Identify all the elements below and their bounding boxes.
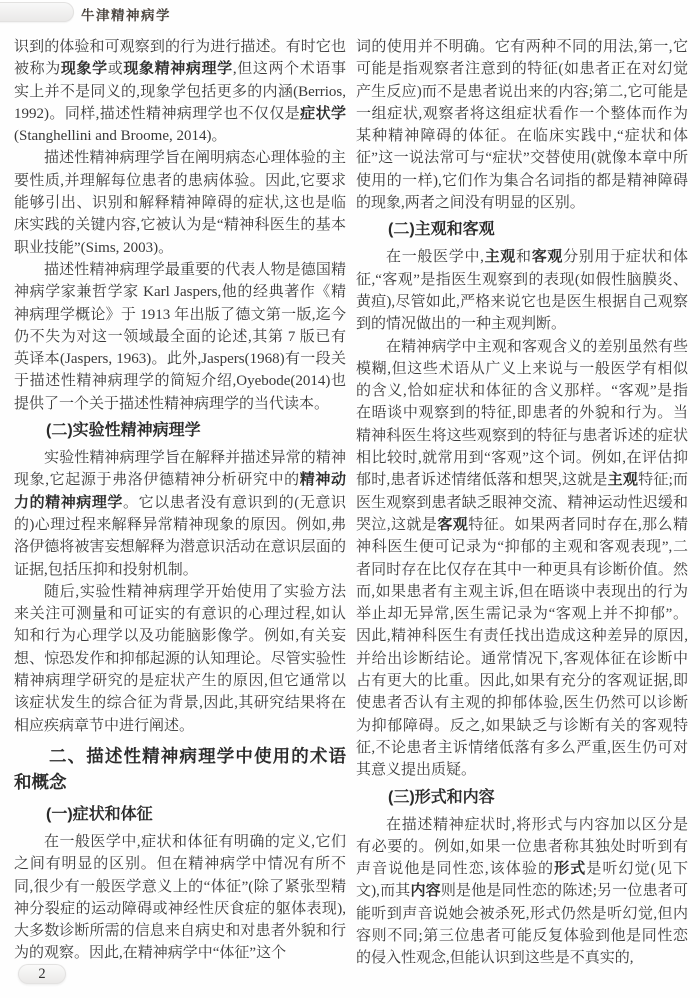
paragraph: 描述性精神病理学最重要的代表人物是德国精神病学家兼哲学家 Karl Jaspers,他的经典著作《精神病理学概论》于 1913 年出版了德文第一版,迄今仍不失为对这一领域最全面的论述,其第 7 版已有英译本(Jaspers, 1963)。此外,Jaspers(1968)有一段关于描述性精神病理学的简短介绍,Oyebode(2014)也提供了一个关于描述性精神病理学的当代读本。: [14, 261, 346, 412]
bold-term: 现象学: [60, 60, 108, 78]
paragraph: 在一般医学中,症状和体征有明确的定义,它们之间有明显的区别。但在精神病学中情况有所不同,很少有一般医学意义上的“体征”(除了紧张型精神分裂症的运动障碍或神经性厌食症的躯体表现),大多数诊断所需的信息来自病史和对患者外貌和行为的观察。因此,在精神病学中“体征”这个: [14, 833, 346, 962]
bold-term: 内容: [410, 882, 441, 900]
header-tab-shape: [0, 2, 74, 22]
paragraph: 在一般医学中,主观和客观分别用于症状和体征,“客观”是指医生观察到的表现(如假性脑膜炎、黄疸),尽管如此,严格来说它也是医生根据自己观察到的情况做出的一种主观判断。: [356, 248, 688, 333]
text-columns: [0, 24, 700, 970]
left-column: [14, 36, 346, 970]
page-number: 2: [38, 965, 46, 982]
page-header: [0, 0, 700, 24]
bold-term: 客观: [437, 515, 469, 533]
paragraph: 在精神病学中主观和客观含义的差别虽然有些模糊,但这些术语从广义上来说与一般医学有相似的含义,恰如症状和体征的含义那样。“客观”是指在晤谈中观察到的特征,即患者的外貌和行为。当精神科医生将这些观察到的特征与患者诉述的症状相比较时,就常用到“客观”这个词。例如,在评估抑郁时,患者诉述情绪低落和想哭,这就是主观特征;而医生观察到患者缺乏眼神交流、精神运动性迟缓和哭泣,这就是客观特征。如果两者同时存在,那么精神科医生便可记录为“抑郁的主观和客观表现”,二者同时存在比仅存在其中一种更具有诊断价值。然而,如果患者有主观主诉,但在晤谈中表现出的行为举止却无异常,医生需记录为“客观上并不抑郁”。因此,精神科医生有责任找出造成这种差异的原因,并给出诊断结论。通常情况下,客观体征在诊断中占有更大的比重。因此,如果有充分的客观证据,即使患者否认有主观的抑郁体验,医生仍然可以诊断为抑郁障碍。反之,如果缺乏与诊断有关的客观特征,不论患者主诉情绪低落有多么严重,医生仍可对其意义提出质疑。: [356, 338, 688, 779]
bold-term: 形式: [554, 860, 587, 878]
bold-term: 现象精神病理学: [123, 60, 233, 78]
paragraph: 在描述精神症状时,将形式与内容加以区分是有必要的。例如,如果一位患者称其独处时听到有声音说他是同性恋,该体验的形式是听幻觉(见下文),而其内容则是他是同性恋的陈述;另一位患者可能听到声音说她会被杀死,形式仍然是听幻觉,但内容则不同;第三位患者可能反复体验到他是同性恋的侵入性观念,但能认识到这些是不真实的,: [356, 816, 688, 967]
subsection-heading: (二)主观和客观: [388, 221, 495, 239]
bold-term: 客观: [531, 248, 564, 266]
section-heading: 二、描述性精神病理学中使用的术语和概念: [14, 745, 346, 792]
subsection-heading: (一)症状和体征: [46, 805, 153, 823]
bold-term: 精神动力的精神病理学: [14, 471, 346, 511]
paragraph: 随后,实验性精神病理学开始使用了实验方法来关注可测量和可证实的有意识的心理过程,如认知和行为心理学以及功能脑影像学。例如,有关妄想、惊恐发作和抑郁起源的认知理论。尽管实验性精神病理学研究的是症状产生的原因,但它通常以该症状发生的综合征为背景,因此,其研究结果将在相应疾病章节中进行阐述。: [14, 583, 346, 734]
bold-term: 主观: [483, 248, 517, 266]
paragraph: 实验性精神病理学旨在解释并描述异常的精神现象,它起源于弗洛伊德精神分析研究中的精神动力的精神病理学。它以患者没有意识到的(无意识的)心理过程来解释异常精神现象的原因。例如,弗洛伊德将被害妄想解释为潜意识活动在意识层面的证据,包括压抑和投射机制。: [14, 450, 346, 578]
paragraph: 词的使用并不明确。它有两种不同的用法,第一,它可能是指观察者注意到的特征(如患者正在对幻觉产生反应)而不是患者说出来的内容;第二,它可能是一组症状,观察者将这组症状看作一个整体而作为某种精神障碍的体征。在临床实践中,“症状和体征”这一说法常可与“症状”交替使用(就像本章中所使用的一样),它们作为集合名词指的都是精神障碍的现象,两者之间没有明显的区别。: [356, 39, 688, 212]
right-column: [356, 36, 688, 970]
subsection-heading: (二)实验性精神病理学: [46, 422, 201, 440]
paragraph: 描述性精神病理学旨在阐明病态心理体验的主要性质,并理解每位患者的患病体验。因此,它要求能够引出、识别和解释精神障碍的症状,这也是临床实践的关键内容,它被认为是“精神科医生的基本职业技能”(Sims, 2003)。: [14, 150, 346, 256]
subsection-heading: (三)形式和内容: [388, 788, 495, 806]
page-number-pill: [18, 964, 66, 984]
page-title: 牛津精神病学: [81, 8, 171, 23]
bold-term: 症状学: [300, 104, 346, 122]
bold-term: 主观: [607, 471, 639, 489]
paragraph: 识到的体验和可观察到的行为进行描述。有时它也被称为现象学或现象精神病理学,但这两个术语事实上并不是同义的,现象学包括更多的内涵(Berrios, 1992)。同样,描述性精神病理学也不仅仅是症状学(Stanghellini and Broome, 2014)。: [14, 39, 346, 145]
